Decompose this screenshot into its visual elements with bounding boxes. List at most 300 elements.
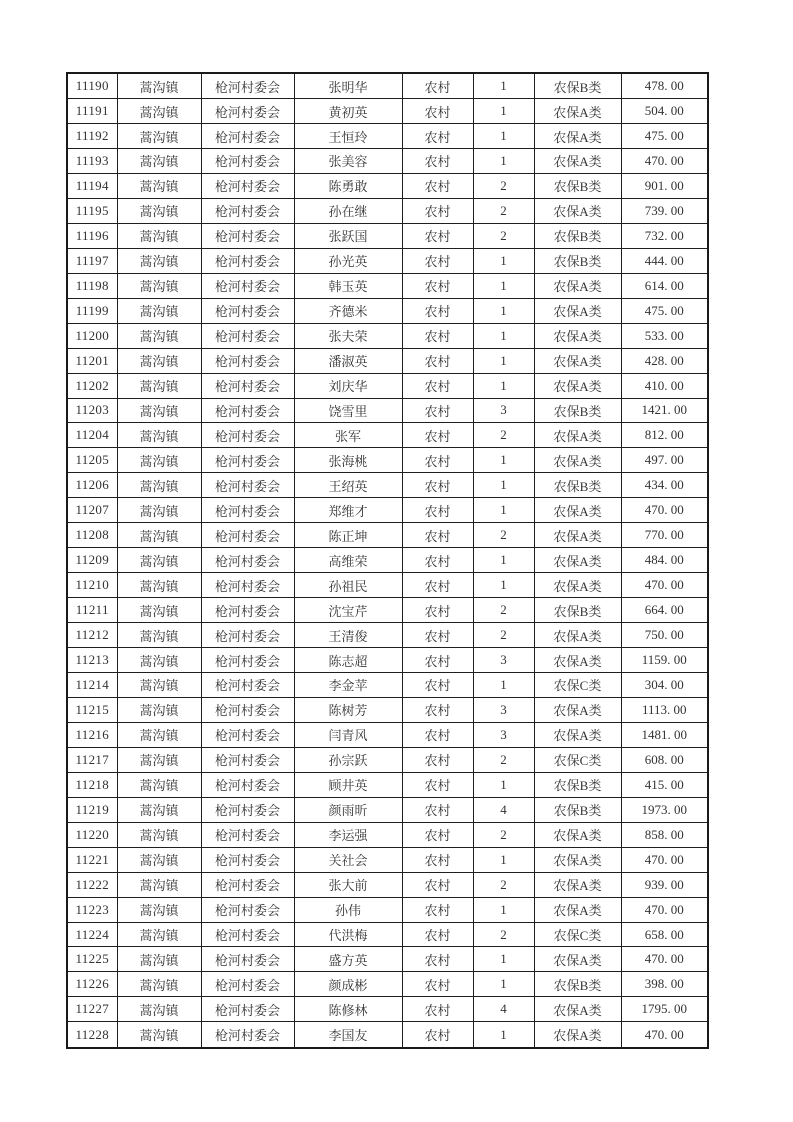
person-count-cell: 1 bbox=[473, 897, 534, 922]
table-row bbox=[67, 972, 708, 997]
table-row bbox=[67, 398, 708, 423]
table-row bbox=[67, 772, 708, 797]
town-cell: 蒿沟镇 bbox=[117, 947, 201, 972]
table-row bbox=[67, 648, 708, 673]
residence-type-cell: 农村 bbox=[402, 648, 473, 673]
village-cell: 枪河村委会 bbox=[201, 772, 294, 797]
person-count-cell: 1 bbox=[473, 124, 534, 149]
village-cell: 枪河村委会 bbox=[201, 598, 294, 623]
village-cell: 枪河村委会 bbox=[201, 273, 294, 298]
residence-type-cell: 农村 bbox=[402, 198, 473, 223]
row-id-cell: 11226 bbox=[67, 972, 117, 997]
name-cell: 张海桃 bbox=[294, 448, 402, 473]
residence-type-cell: 农村 bbox=[402, 822, 473, 847]
row-id-cell: 11205 bbox=[67, 448, 117, 473]
name-cell: 韩玉英 bbox=[294, 273, 402, 298]
amount-cell: 470. 00 bbox=[621, 148, 708, 173]
town-cell: 蒿沟镇 bbox=[117, 398, 201, 423]
residence-type-cell: 农村 bbox=[402, 1022, 473, 1048]
row-id-cell: 11220 bbox=[67, 822, 117, 847]
table-row bbox=[67, 223, 708, 248]
name-cell: 刘庆华 bbox=[294, 373, 402, 398]
name-cell: 盛方英 bbox=[294, 947, 402, 972]
village-cell: 枪河村委会 bbox=[201, 148, 294, 173]
amount-cell: 614. 00 bbox=[621, 273, 708, 298]
village-cell: 枪河村委会 bbox=[201, 822, 294, 847]
town-cell: 蒿沟镇 bbox=[117, 673, 201, 698]
village-cell: 枪河村委会 bbox=[201, 298, 294, 323]
person-count-cell: 1 bbox=[473, 947, 534, 972]
name-cell: 代洪梅 bbox=[294, 922, 402, 947]
village-cell: 枪河村委会 bbox=[201, 972, 294, 997]
name-cell: 李国友 bbox=[294, 1022, 402, 1048]
person-count-cell: 1 bbox=[473, 847, 534, 872]
amount-cell: 1113. 00 bbox=[621, 697, 708, 722]
table-row bbox=[67, 373, 708, 398]
name-cell: 张美容 bbox=[294, 148, 402, 173]
table-row bbox=[67, 73, 708, 99]
town-cell: 蒿沟镇 bbox=[117, 173, 201, 198]
town-cell: 蒿沟镇 bbox=[117, 997, 201, 1022]
name-cell: 陈树芳 bbox=[294, 697, 402, 722]
amount-cell: 470. 00 bbox=[621, 897, 708, 922]
table-row bbox=[67, 124, 708, 149]
amount-cell: 470. 00 bbox=[621, 847, 708, 872]
village-cell: 枪河村委会 bbox=[201, 398, 294, 423]
amount-cell: 470. 00 bbox=[621, 947, 708, 972]
row-id-cell: 11190 bbox=[67, 73, 117, 99]
village-cell: 枪河村委会 bbox=[201, 124, 294, 149]
village-cell: 枪河村委会 bbox=[201, 722, 294, 747]
town-cell: 蒿沟镇 bbox=[117, 373, 201, 398]
row-id-cell: 11218 bbox=[67, 772, 117, 797]
village-cell: 枪河村委会 bbox=[201, 473, 294, 498]
amount-cell: 750. 00 bbox=[621, 623, 708, 648]
residence-type-cell: 农村 bbox=[402, 847, 473, 872]
name-cell: 关社会 bbox=[294, 847, 402, 872]
row-id-cell: 11217 bbox=[67, 747, 117, 772]
insurance-category-cell: 农保A类 bbox=[534, 448, 621, 473]
amount-cell: 1795. 00 bbox=[621, 997, 708, 1022]
village-cell: 枪河村委会 bbox=[201, 498, 294, 523]
table-row bbox=[67, 997, 708, 1022]
town-cell: 蒿沟镇 bbox=[117, 922, 201, 947]
table-row bbox=[67, 323, 708, 348]
row-id-cell: 11214 bbox=[67, 673, 117, 698]
residence-type-cell: 农村 bbox=[402, 722, 473, 747]
town-cell: 蒿沟镇 bbox=[117, 99, 201, 124]
residence-type-cell: 农村 bbox=[402, 173, 473, 198]
row-id-cell: 11228 bbox=[67, 1022, 117, 1048]
insurance-category-cell: 农保B类 bbox=[534, 473, 621, 498]
name-cell: 齐德米 bbox=[294, 298, 402, 323]
table-row bbox=[67, 822, 708, 847]
town-cell: 蒿沟镇 bbox=[117, 198, 201, 223]
amount-cell: 470. 00 bbox=[621, 498, 708, 523]
row-id-cell: 11198 bbox=[67, 273, 117, 298]
village-cell: 枪河村委会 bbox=[201, 997, 294, 1022]
table-row bbox=[67, 423, 708, 448]
person-count-cell: 2 bbox=[473, 747, 534, 772]
row-id-cell: 11224 bbox=[67, 922, 117, 947]
insurance-category-cell: 农保A类 bbox=[534, 298, 621, 323]
table-row bbox=[67, 348, 708, 373]
residence-type-cell: 农村 bbox=[402, 473, 473, 498]
residence-type-cell: 农村 bbox=[402, 223, 473, 248]
residence-type-cell: 农村 bbox=[402, 997, 473, 1022]
village-cell: 枪河村委会 bbox=[201, 248, 294, 273]
insurance-category-cell: 农保B类 bbox=[534, 797, 621, 822]
residence-type-cell: 农村 bbox=[402, 573, 473, 598]
amount-cell: 664. 00 bbox=[621, 598, 708, 623]
row-id-cell: 11191 bbox=[67, 99, 117, 124]
person-count-cell: 4 bbox=[473, 797, 534, 822]
village-cell: 枪河村委会 bbox=[201, 173, 294, 198]
table-row bbox=[67, 173, 708, 198]
person-count-cell: 3 bbox=[473, 697, 534, 722]
village-cell: 枪河村委会 bbox=[201, 198, 294, 223]
residence-type-cell: 农村 bbox=[402, 772, 473, 797]
town-cell: 蒿沟镇 bbox=[117, 473, 201, 498]
insurance-category-cell: 农保A类 bbox=[534, 523, 621, 548]
insurance-category-cell: 农保A类 bbox=[534, 1022, 621, 1048]
row-id-cell: 11206 bbox=[67, 473, 117, 498]
residence-type-cell: 农村 bbox=[402, 373, 473, 398]
row-id-cell: 11197 bbox=[67, 248, 117, 273]
residence-type-cell: 农村 bbox=[402, 398, 473, 423]
row-id-cell: 11225 bbox=[67, 947, 117, 972]
person-count-cell: 3 bbox=[473, 722, 534, 747]
name-cell: 陈勇敢 bbox=[294, 173, 402, 198]
village-cell: 枪河村委会 bbox=[201, 697, 294, 722]
amount-cell: 484. 00 bbox=[621, 548, 708, 573]
town-cell: 蒿沟镇 bbox=[117, 423, 201, 448]
amount-cell: 608. 00 bbox=[621, 747, 708, 772]
person-count-cell: 1 bbox=[473, 323, 534, 348]
person-count-cell: 2 bbox=[473, 223, 534, 248]
row-id-cell: 11216 bbox=[67, 722, 117, 747]
insurance-category-cell: 农保A类 bbox=[534, 423, 621, 448]
residence-type-cell: 农村 bbox=[402, 498, 473, 523]
table-row bbox=[67, 598, 708, 623]
residence-type-cell: 农村 bbox=[402, 598, 473, 623]
table-row bbox=[67, 198, 708, 223]
insurance-category-cell: 农保A类 bbox=[534, 847, 621, 872]
name-cell: 陈修林 bbox=[294, 997, 402, 1022]
person-count-cell: 2 bbox=[473, 822, 534, 847]
amount-cell: 1159. 00 bbox=[621, 648, 708, 673]
person-count-cell: 1 bbox=[473, 473, 534, 498]
name-cell: 潘淑英 bbox=[294, 348, 402, 373]
person-count-cell: 1 bbox=[473, 573, 534, 598]
table-body bbox=[67, 73, 708, 1048]
town-cell: 蒿沟镇 bbox=[117, 1022, 201, 1048]
person-count-cell: 1 bbox=[473, 972, 534, 997]
village-cell: 枪河村委会 bbox=[201, 1022, 294, 1048]
insurance-category-cell: 农保A类 bbox=[534, 273, 621, 298]
village-cell: 枪河村委会 bbox=[201, 448, 294, 473]
village-cell: 枪河村委会 bbox=[201, 747, 294, 772]
row-id-cell: 11212 bbox=[67, 623, 117, 648]
table-row bbox=[67, 473, 708, 498]
insurance-category-cell: 农保A类 bbox=[534, 822, 621, 847]
insurance-category-cell: 农保C类 bbox=[534, 673, 621, 698]
town-cell: 蒿沟镇 bbox=[117, 124, 201, 149]
residence-type-cell: 农村 bbox=[402, 323, 473, 348]
amount-cell: 475. 00 bbox=[621, 124, 708, 149]
name-cell: 郑维才 bbox=[294, 498, 402, 523]
town-cell: 蒿沟镇 bbox=[117, 772, 201, 797]
town-cell: 蒿沟镇 bbox=[117, 523, 201, 548]
person-count-cell: 2 bbox=[473, 523, 534, 548]
village-cell: 枪河村委会 bbox=[201, 73, 294, 99]
insurance-category-cell: 农保B类 bbox=[534, 223, 621, 248]
row-id-cell: 11219 bbox=[67, 797, 117, 822]
row-id-cell: 11192 bbox=[67, 124, 117, 149]
amount-cell: 812. 00 bbox=[621, 423, 708, 448]
amount-cell: 739. 00 bbox=[621, 198, 708, 223]
table-row bbox=[67, 523, 708, 548]
village-cell: 枪河村委会 bbox=[201, 573, 294, 598]
table-row bbox=[67, 548, 708, 573]
town-cell: 蒿沟镇 bbox=[117, 348, 201, 373]
amount-cell: 1973. 00 bbox=[621, 797, 708, 822]
residence-type-cell: 农村 bbox=[402, 448, 473, 473]
amount-cell: 1421. 00 bbox=[621, 398, 708, 423]
person-count-cell: 1 bbox=[473, 148, 534, 173]
person-count-cell: 1 bbox=[473, 348, 534, 373]
person-count-cell: 1 bbox=[473, 273, 534, 298]
row-id-cell: 11207 bbox=[67, 498, 117, 523]
person-count-cell: 1 bbox=[473, 448, 534, 473]
village-cell: 枪河村委会 bbox=[201, 348, 294, 373]
town-cell: 蒿沟镇 bbox=[117, 273, 201, 298]
insurance-category-cell: 农保B类 bbox=[534, 248, 621, 273]
residence-type-cell: 农村 bbox=[402, 673, 473, 698]
name-cell: 颜成彬 bbox=[294, 972, 402, 997]
insurance-category-cell: 农保A类 bbox=[534, 198, 621, 223]
insurance-category-cell: 农保A类 bbox=[534, 148, 621, 173]
row-id-cell: 11196 bbox=[67, 223, 117, 248]
person-count-cell: 2 bbox=[473, 598, 534, 623]
table-row bbox=[67, 498, 708, 523]
residence-type-cell: 农村 bbox=[402, 947, 473, 972]
town-cell: 蒿沟镇 bbox=[117, 548, 201, 573]
name-cell: 顾井英 bbox=[294, 772, 402, 797]
village-cell: 枪河村委会 bbox=[201, 323, 294, 348]
town-cell: 蒿沟镇 bbox=[117, 722, 201, 747]
insurance-category-cell: 农保A类 bbox=[534, 997, 621, 1022]
amount-cell: 901. 00 bbox=[621, 173, 708, 198]
town-cell: 蒿沟镇 bbox=[117, 623, 201, 648]
table-row bbox=[67, 1022, 708, 1048]
insurance-category-cell: 农保C类 bbox=[534, 922, 621, 947]
table-row bbox=[67, 298, 708, 323]
amount-cell: 410. 00 bbox=[621, 373, 708, 398]
village-cell: 枪河村委会 bbox=[201, 623, 294, 648]
row-id-cell: 11200 bbox=[67, 323, 117, 348]
name-cell: 饶雪里 bbox=[294, 398, 402, 423]
insurance-category-cell: 农保C类 bbox=[534, 747, 621, 772]
person-count-cell: 1 bbox=[473, 548, 534, 573]
name-cell: 王绍英 bbox=[294, 473, 402, 498]
residence-type-cell: 农村 bbox=[402, 523, 473, 548]
name-cell: 王恒玲 bbox=[294, 124, 402, 149]
name-cell: 李运强 bbox=[294, 822, 402, 847]
name-cell: 黄初英 bbox=[294, 99, 402, 124]
insurance-category-cell: 农保A类 bbox=[534, 348, 621, 373]
name-cell: 李金苹 bbox=[294, 673, 402, 698]
person-count-cell: 1 bbox=[473, 772, 534, 797]
name-cell: 孙光英 bbox=[294, 248, 402, 273]
person-count-cell: 1 bbox=[473, 498, 534, 523]
row-id-cell: 11223 bbox=[67, 897, 117, 922]
insurance-category-cell: 农保A类 bbox=[534, 573, 621, 598]
village-cell: 枪河村委会 bbox=[201, 99, 294, 124]
row-id-cell: 11203 bbox=[67, 398, 117, 423]
residence-type-cell: 农村 bbox=[402, 972, 473, 997]
amount-cell: 475. 00 bbox=[621, 298, 708, 323]
town-cell: 蒿沟镇 bbox=[117, 972, 201, 997]
village-cell: 枪河村委会 bbox=[201, 373, 294, 398]
town-cell: 蒿沟镇 bbox=[117, 223, 201, 248]
town-cell: 蒿沟镇 bbox=[117, 797, 201, 822]
town-cell: 蒿沟镇 bbox=[117, 897, 201, 922]
residence-type-cell: 农村 bbox=[402, 797, 473, 822]
town-cell: 蒿沟镇 bbox=[117, 248, 201, 273]
table-row bbox=[67, 148, 708, 173]
residence-type-cell: 农村 bbox=[402, 423, 473, 448]
town-cell: 蒿沟镇 bbox=[117, 697, 201, 722]
person-count-cell: 1 bbox=[473, 99, 534, 124]
town-cell: 蒿沟镇 bbox=[117, 847, 201, 872]
person-count-cell: 1 bbox=[473, 248, 534, 273]
town-cell: 蒿沟镇 bbox=[117, 822, 201, 847]
name-cell: 颜雨昕 bbox=[294, 797, 402, 822]
amount-cell: 858. 00 bbox=[621, 822, 708, 847]
amount-cell: 470. 00 bbox=[621, 573, 708, 598]
village-cell: 枪河村委会 bbox=[201, 897, 294, 922]
insurance-category-cell: 农保A类 bbox=[534, 897, 621, 922]
town-cell: 蒿沟镇 bbox=[117, 648, 201, 673]
table-row bbox=[67, 623, 708, 648]
insurance-category-cell: 农保B类 bbox=[534, 972, 621, 997]
row-id-cell: 11221 bbox=[67, 847, 117, 872]
amount-cell: 444. 00 bbox=[621, 248, 708, 273]
name-cell: 孙宗跃 bbox=[294, 747, 402, 772]
row-id-cell: 11213 bbox=[67, 648, 117, 673]
row-id-cell: 11215 bbox=[67, 697, 117, 722]
village-cell: 枪河村委会 bbox=[201, 648, 294, 673]
name-cell: 王清俊 bbox=[294, 623, 402, 648]
residence-type-cell: 农村 bbox=[402, 623, 473, 648]
village-cell: 枪河村委会 bbox=[201, 673, 294, 698]
residence-type-cell: 农村 bbox=[402, 298, 473, 323]
residence-type-cell: 农村 bbox=[402, 248, 473, 273]
residence-type-cell: 农村 bbox=[402, 872, 473, 897]
residence-type-cell: 农村 bbox=[402, 148, 473, 173]
insurance-category-cell: 农保B类 bbox=[534, 173, 621, 198]
row-id-cell: 11193 bbox=[67, 148, 117, 173]
village-cell: 枪河村委会 bbox=[201, 423, 294, 448]
insurance-category-cell: 农保B类 bbox=[534, 73, 621, 99]
amount-cell: 533. 00 bbox=[621, 323, 708, 348]
insurance-category-cell: 农保A类 bbox=[534, 722, 621, 747]
person-count-cell: 1 bbox=[473, 373, 534, 398]
insurance-category-cell: 农保A类 bbox=[534, 99, 621, 124]
row-id-cell: 11199 bbox=[67, 298, 117, 323]
residence-type-cell: 农村 bbox=[402, 99, 473, 124]
amount-cell: 1481. 00 bbox=[621, 722, 708, 747]
person-count-cell: 4 bbox=[473, 997, 534, 1022]
amount-cell: 304. 00 bbox=[621, 673, 708, 698]
name-cell: 张明华 bbox=[294, 73, 402, 99]
amount-cell: 497. 00 bbox=[621, 448, 708, 473]
table-row bbox=[67, 797, 708, 822]
insurance-category-cell: 农保A类 bbox=[534, 373, 621, 398]
person-count-cell: 1 bbox=[473, 673, 534, 698]
row-id-cell: 11227 bbox=[67, 997, 117, 1022]
name-cell: 张大前 bbox=[294, 872, 402, 897]
table-row bbox=[67, 722, 708, 747]
name-cell: 陈正坤 bbox=[294, 523, 402, 548]
table-row bbox=[67, 922, 708, 947]
insurance-category-cell: 农保A类 bbox=[534, 124, 621, 149]
town-cell: 蒿沟镇 bbox=[117, 498, 201, 523]
name-cell: 沈宝芹 bbox=[294, 598, 402, 623]
table-row bbox=[67, 897, 708, 922]
row-id-cell: 11209 bbox=[67, 548, 117, 573]
amount-cell: 504. 00 bbox=[621, 99, 708, 124]
village-cell: 枪河村委会 bbox=[201, 797, 294, 822]
person-count-cell: 3 bbox=[473, 648, 534, 673]
town-cell: 蒿沟镇 bbox=[117, 323, 201, 348]
table-row bbox=[67, 947, 708, 972]
row-id-cell: 11211 bbox=[67, 598, 117, 623]
amount-cell: 658. 00 bbox=[621, 922, 708, 947]
insurance-category-cell: 农保A类 bbox=[534, 648, 621, 673]
name-cell: 孙在继 bbox=[294, 198, 402, 223]
amount-cell: 398. 00 bbox=[621, 972, 708, 997]
name-cell: 孙伟 bbox=[294, 897, 402, 922]
village-cell: 枪河村委会 bbox=[201, 947, 294, 972]
person-count-cell: 2 bbox=[473, 173, 534, 198]
residence-type-cell: 农村 bbox=[402, 747, 473, 772]
data-table bbox=[66, 72, 709, 1049]
table-row bbox=[67, 697, 708, 722]
insurance-category-cell: 农保A类 bbox=[534, 623, 621, 648]
table-row bbox=[67, 273, 708, 298]
row-id-cell: 11222 bbox=[67, 872, 117, 897]
row-id-cell: 11201 bbox=[67, 348, 117, 373]
amount-cell: 470. 00 bbox=[621, 1022, 708, 1048]
table-row bbox=[67, 573, 708, 598]
town-cell: 蒿沟镇 bbox=[117, 448, 201, 473]
village-cell: 枪河村委会 bbox=[201, 223, 294, 248]
name-cell: 张跃国 bbox=[294, 223, 402, 248]
name-cell: 闫青风 bbox=[294, 722, 402, 747]
amount-cell: 939. 00 bbox=[621, 872, 708, 897]
table-row bbox=[67, 747, 708, 772]
insurance-category-cell: 农保B类 bbox=[534, 398, 621, 423]
person-count-cell: 2 bbox=[473, 423, 534, 448]
town-cell: 蒿沟镇 bbox=[117, 148, 201, 173]
town-cell: 蒿沟镇 bbox=[117, 872, 201, 897]
village-cell: 枪河村委会 bbox=[201, 523, 294, 548]
row-id-cell: 11210 bbox=[67, 573, 117, 598]
town-cell: 蒿沟镇 bbox=[117, 573, 201, 598]
insurance-category-cell: 农保B类 bbox=[534, 598, 621, 623]
